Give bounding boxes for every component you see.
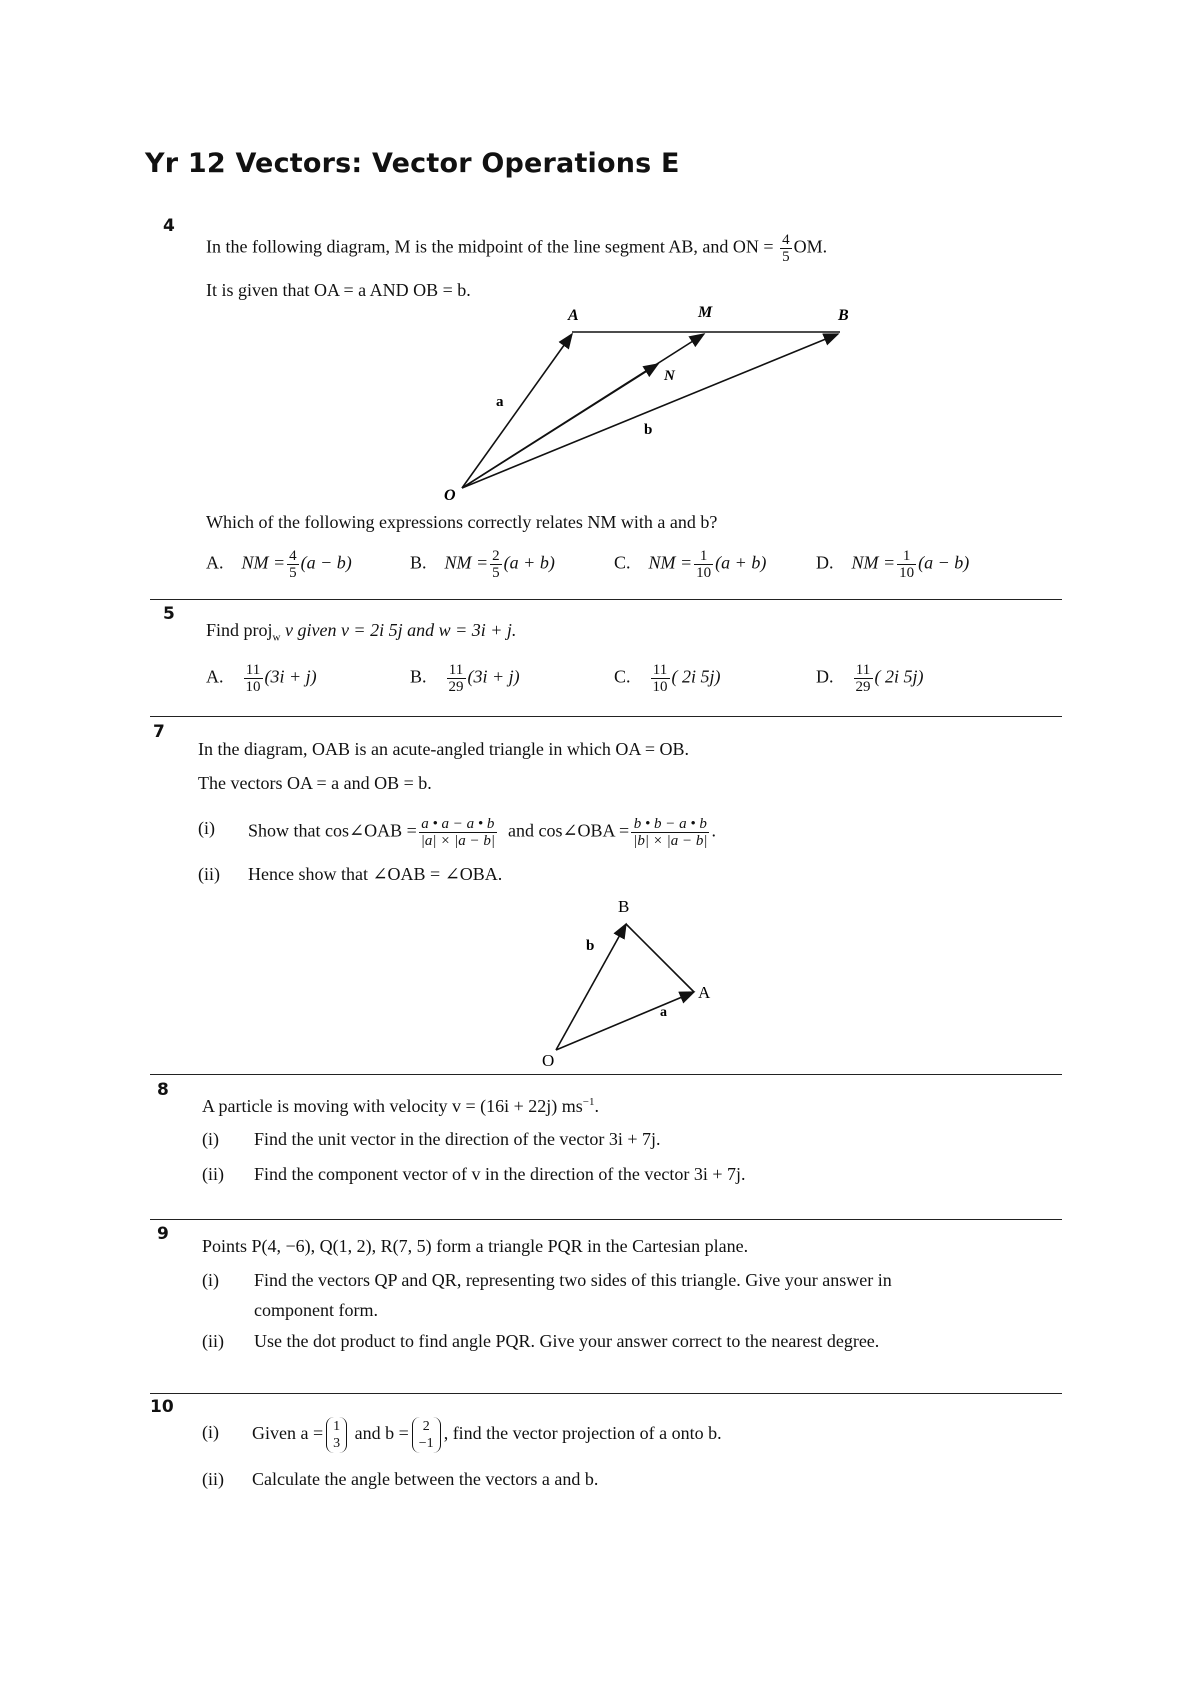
q5-option-d[interactable]: D. $\frac{11}{29}$ ( 2i 5j) (816, 662, 924, 695)
q7-part1: Show that cos∠OAB = $\frac{a • a - a • b}{|a| \times |a - b|}$ and cos∠OBA = $\frac{b • b - a • b}{|b| \times |a - b|}$ . (248, 816, 716, 849)
q7-part1-label: (i) (198, 818, 215, 838)
q4-line1 (206, 232, 827, 265)
q10-part1: Given a = 1 3 and b = 2 −1 , find the vector projection of a onto b. (252, 1418, 722, 1451)
q7-segment-AB (626, 924, 694, 992)
q4-option-a[interactable]: A. NM = $\frac{4}{5}$ (a − b) (206, 548, 352, 581)
q9-part2-label: (ii) (202, 1331, 224, 1351)
question-number-7: 7 (153, 722, 165, 742)
q8-part2-label: (ii) (202, 1164, 224, 1184)
q5-option-c[interactable]: C. $\frac{11}{10}$ ( 2i 5j) (614, 662, 721, 695)
q8-part1: Find the unit vector in the direction of the vector 3i + 7j. (254, 1129, 661, 1149)
divider (150, 599, 1062, 600)
divider (150, 1074, 1062, 1075)
q9-part1: Find the vectors QP and QR, representing two sides of this triangle. Give your answer in (254, 1270, 892, 1290)
page-title: Yr 12 Vectors: Vector Operations E (145, 148, 680, 179)
q4-line2: It is given that OA = a AND OB = b. (206, 280, 471, 300)
q10-part2: Calculate the angle between the vectors a and b. (252, 1469, 599, 1489)
q7-vector-OA (556, 992, 694, 1050)
q4-vector-ON (462, 364, 658, 488)
vector-b-column: 2 −1 (412, 1417, 441, 1453)
q5-option-a[interactable]: A. $\frac{11}{10}$ (3i + j) (206, 662, 317, 695)
question-number-8: 8 (157, 1080, 169, 1100)
q4-option-b[interactable]: B. NM = $\frac{2}{5}$ (a + b) (410, 548, 555, 581)
q4-line1-text: In the following diagram, M is the midpoint of the line segment AB, and ON = (206, 236, 779, 257)
q4-label-b: b (644, 422, 653, 438)
q8-line1: A particle is moving with velocity v = (16i + 22j) $ms^{-1}$. (202, 1096, 599, 1116)
q7-label-b: b (586, 938, 595, 954)
q7-line2: The vectors OA = a and OB = b. (198, 773, 432, 793)
q5-line1: Find proj$_w$ v given v = 2i 5j and w = 3i + j. (206, 620, 517, 644)
divider (150, 1393, 1062, 1394)
divider (150, 716, 1062, 717)
q5-option-b[interactable]: B. $\frac{11}{29}$ (3i + j) (410, 662, 520, 695)
q7-diagram (530, 890, 730, 1070)
q4-label-A: A (568, 307, 579, 324)
q10-part1-label: (i) (202, 1422, 219, 1442)
q4-label-a: a (496, 394, 504, 410)
question-number-4: 4 (163, 216, 175, 236)
q7-line1: In the diagram, OAB is an acute-angled triangle in which OA = OB. (198, 739, 690, 759)
q4-vector-OB (462, 334, 838, 488)
q4-label-M: M (698, 304, 713, 321)
q9-line1: Points P(4, −6), Q(1, 2), R(7, 5) form a triangle PQR in the Cartesian plane. (202, 1236, 749, 1256)
q4-option-d[interactable]: D. NM = $\frac{1}{10}$ (a − b) (816, 548, 970, 581)
q7-label-O: O (542, 1051, 555, 1070)
question-number-9: 9 (157, 1224, 169, 1244)
q4-label-B: B (838, 307, 849, 324)
q9-part1-label: (i) (202, 1270, 219, 1290)
q8-part2: Find the component vector of v in the direction of the vector 3i + 7j. (254, 1164, 746, 1184)
vector-a-column: 1 3 (326, 1417, 347, 1453)
q8-part1-label: (i) (202, 1129, 219, 1149)
q4-diagram (420, 300, 860, 500)
q9-part1-cont: component form. (254, 1300, 378, 1320)
q9-part2: Use the dot product to find angle PQR. Give your answer correct to the nearest degree. (254, 1331, 880, 1351)
q7-part2-label: (ii) (198, 864, 220, 884)
q4-option-c[interactable]: C. NM = $\frac{1}{10}$ (a + b) (614, 548, 767, 581)
question-number-10: 10 (150, 1397, 174, 1417)
q4-fraction: $\frac{4}{5}$ (782, 232, 790, 265)
q4-label-O: O (444, 487, 456, 500)
q4-question: Which of the following expressions correctly relates NM with a and b? (206, 512, 718, 532)
q4-line1-end: OM. (793, 236, 828, 257)
q7-label-B: B (618, 897, 630, 916)
q10-part2-label: (ii) (202, 1469, 224, 1489)
q4-label-N: N (664, 368, 675, 384)
divider (150, 1219, 1062, 1220)
question-number-5: 5 (163, 604, 175, 624)
q7-label-a: a (660, 1005, 667, 1020)
q7-label-A: A (698, 983, 711, 1002)
q7-part2: Hence show that ∠OAB = ∠OBA. (248, 864, 503, 884)
